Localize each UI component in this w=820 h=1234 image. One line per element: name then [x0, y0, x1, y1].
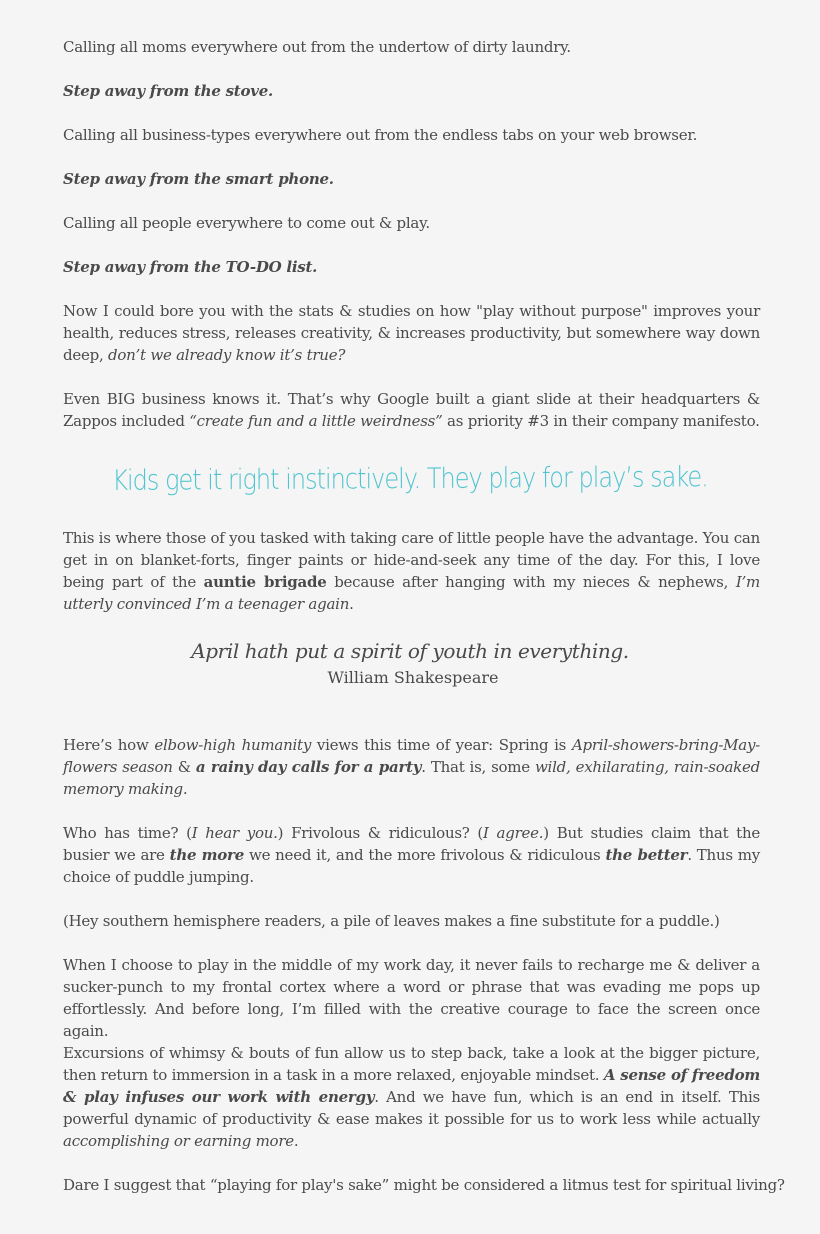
paragraph-text: . And we have fun, which is an end in itself. This powerful dynamic of productivity & ease makes it possible for us to work less while actually [63, 1088, 761, 1128]
bold-italic-text: A sense of freedom & play infuses our work with energy [63, 1066, 760, 1106]
paragraph-whimsy [63, 1042, 760, 1152]
paragraph-text: . [349, 595, 354, 613]
paragraph-moms [63, 36, 760, 58]
paragraph-text: we need it, and the more frivolous & ridiculous [244, 846, 606, 864]
italic-text: accomplishing or earning more [63, 1132, 294, 1150]
paragraph-advantage [63, 527, 760, 615]
paragraph-text: because after hanging with my nieces & nephews, [326, 573, 736, 591]
lead-text: Step away from the smart phone. [63, 170, 334, 188]
paragraph-people [63, 212, 760, 234]
italic-text: elbow-high humanity [154, 736, 312, 754]
italic-text: I’m utterly convinced I’m a teenager again [63, 573, 760, 613]
paragraph-text: Calling all business-types everywhere out from the endless tabs on your web browser. [63, 126, 698, 144]
paragraph-text: Here’s how [63, 736, 155, 754]
lead-stove [63, 80, 760, 102]
paragraph-text: views this time of year: Spring is [311, 736, 572, 754]
paragraph-text: Even BIG business knows it. That’s why Google built a giant slide at their headquarters & Zappos included [63, 390, 760, 430]
paragraph-text: Who has time? ( [63, 824, 192, 842]
paragraph-text: (Hey southern hemisphere readers, a pile of leaves makes a fine substitute for a puddle.) [63, 912, 720, 930]
paragraph-stats [63, 300, 760, 366]
quote-author: William Shakespeare [327, 668, 499, 687]
paragraph-text: as priority #3 in their company manifesto. [442, 412, 760, 430]
italic-text: don’t we already know it’s true? [108, 346, 346, 364]
italic-text: wild, exhilarating, rain-soaked memory making. [63, 758, 761, 798]
lead-smart-phone [63, 168, 760, 190]
paragraph-who-has-time [63, 822, 760, 888]
paragraph-text: & [172, 758, 196, 776]
paragraph-work-day [63, 954, 760, 1042]
shakespeare-quote: April hath put a spirit of youth in everything. [191, 639, 629, 663]
italic-text: I hear you. [191, 824, 278, 842]
paragraph-dare [63, 1174, 785, 1196]
paragraph-big-business [63, 388, 760, 432]
lead-text: Step away from the stove. [63, 82, 273, 100]
paragraph-text: ) But studies claim that the busier we are [63, 824, 760, 864]
paragraph-text: This is where those of you tasked with taking care of little people have the advantage. You can get in on blanket-forts, finger paints or hide-and-seek any time of the day. For this, I love being part of the [63, 529, 760, 591]
italic-text: I agree. [483, 824, 544, 842]
paragraph-text: Calling all moms everywhere out from the undertow of dirty laundry. [63, 38, 571, 56]
paragraph-text: . That is, some [421, 758, 535, 776]
paragraph-text: Dare I suggest that “playing for play's sake” might be considered a litmus test for spiritual living? [63, 1176, 785, 1194]
lead-text: Step away from the TO-DO list. [63, 258, 318, 276]
paragraph-elbow-high [63, 734, 760, 800]
paragraph-text: Now I could bore you with the stats & studies on how "play without purpose" improves your health, reduces stress, releases creativity, & increases productivity, but somewhere way down deep, [63, 302, 760, 364]
pull-quote: Kids get it right instinctively. They play for play’s sake. [112, 460, 708, 497]
paragraph-text: When I choose to play in the middle of my work day, it never fails to recharge me & deliver a sucker-punch to my frontal cortex where a word or phrase that was evading me pops up effortlessly. And before long, I’m filled with the creative courage to face the screen once again. [63, 956, 760, 1040]
paragraph-text: . [293, 1132, 299, 1150]
paragraph-text: Calling all people everywhere to come out & play. [63, 214, 430, 232]
paragraph-text: ) Frivolous & ridiculous? ( [277, 824, 484, 842]
bold-italic-text: a rainy day calls for a party [195, 758, 422, 776]
paragraph-business [63, 124, 760, 146]
italic-text: “create fun and a little weirdness” [189, 412, 443, 430]
italic-text: April-showers-bring-May-flowers season [63, 736, 760, 776]
lead-todo [63, 256, 760, 278]
bold-italic-text: the more [169, 846, 245, 864]
bold-italic-text: the better [605, 846, 688, 864]
paragraph-southern [63, 910, 760, 932]
paragraph-text: . Thus my choice of puddle jumping. [63, 846, 760, 886]
bold-text: auntie brigade [203, 573, 327, 591]
paragraph-text: Excursions of whimsy & bouts of fun allow us to step back, take a look at the bigger picture, then return to immersion in a task in a more relaxed, enjoyable mindset. [63, 1044, 760, 1084]
